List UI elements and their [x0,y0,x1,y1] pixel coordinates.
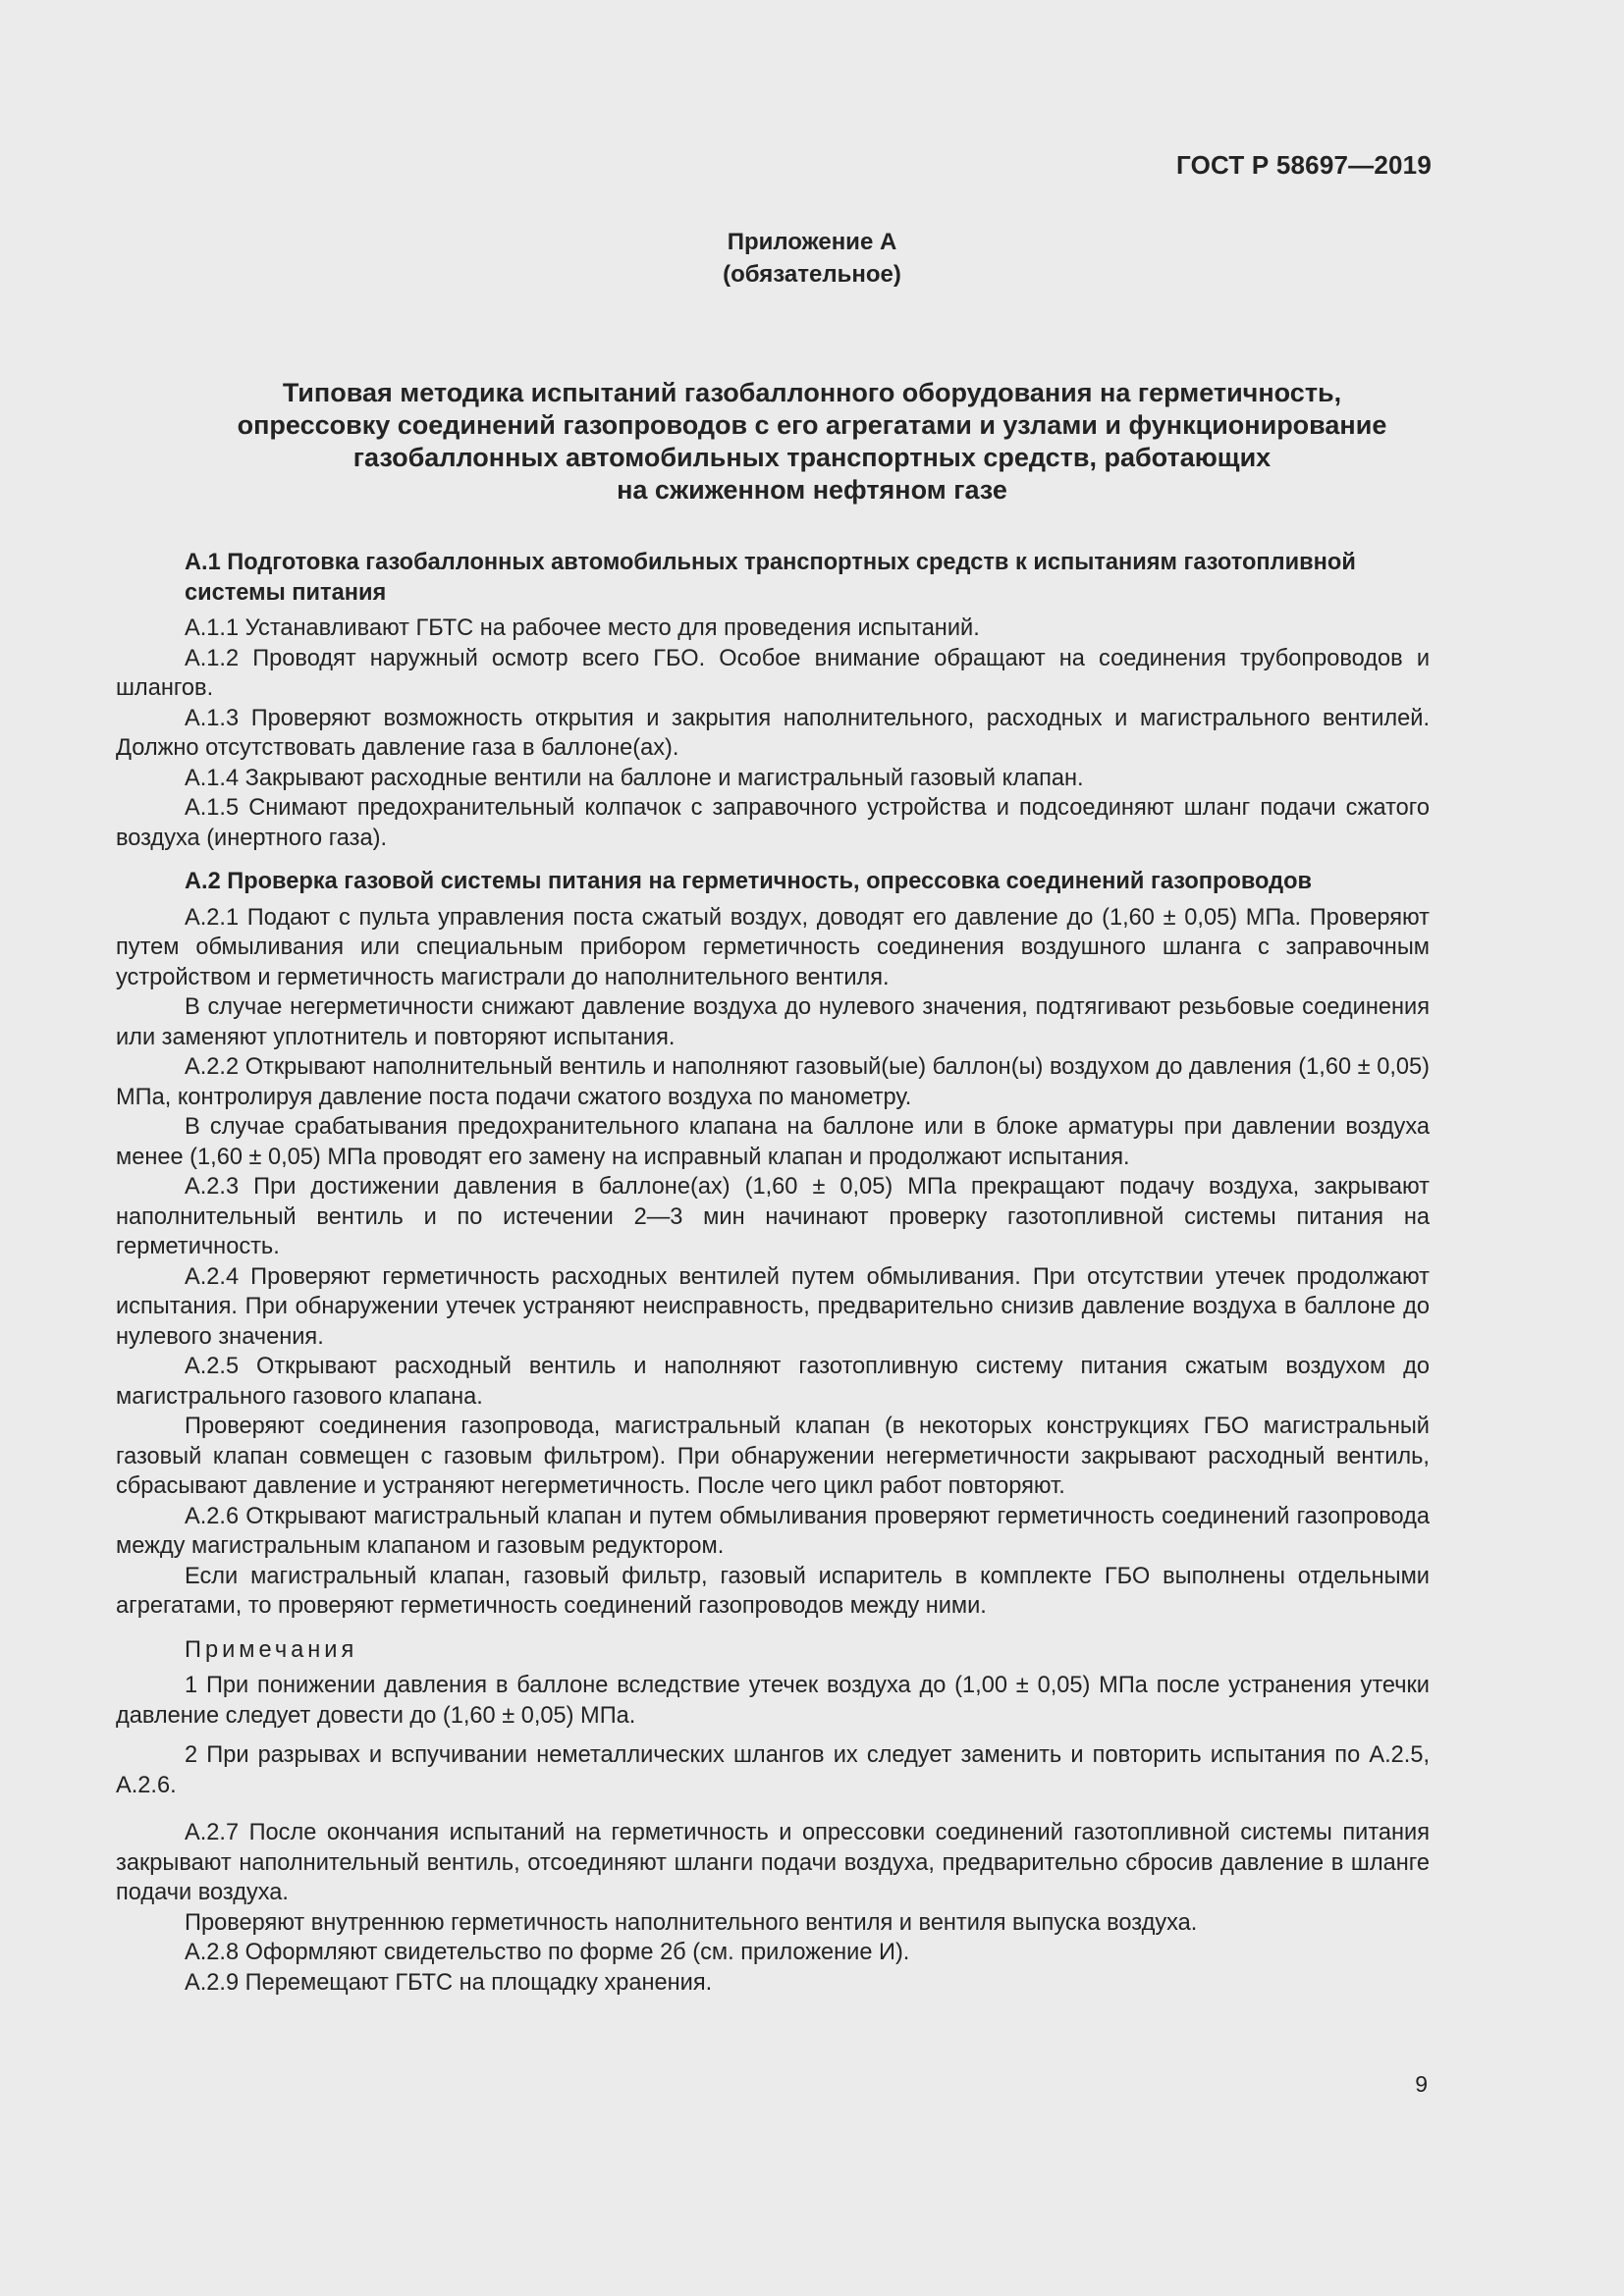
paragraph-a2-4: А.2.4 Проверяют герметичность расходных вентилей путем обмыливания. При отсутствии утечек продолжают испытания. При обнаружении утечек устраняют неисправность, предварительно снизив давление воздуха в баллоне до нулевого значения. [116,1263,1430,1350]
note-2: 2 При разрывах и вспучивании неметаллических шлангов их следует заменить и повторить испытания по А.2.5, А.2.6. [116,1742,1430,1798]
note-1: 1 При понижении давления в баллоне вследствие утечек воздуха до (1,00 ± 0,05) МПа после устранения утечки давление следует довести до (1,60 ± 0,05) МПа. [116,1673,1430,1729]
paragraph-a2-8: А.2.8 Оформляют свидетельство по форме 2б (см. приложение И). [185,1940,910,1965]
title-line: Типовая методика испытаний газобаллонного оборудования на герметичность, [282,378,1342,407]
title-line: на сжиженном нефтяном газе [617,475,1007,505]
paragraph-a2-9: А.2.9 Перемещают ГБТС на площадку хранения. [185,1969,713,1996]
paragraph-a2-7-check: Проверяют внутреннюю герметичность наполнительного вентиля и вентиля выпуска воздуха. [185,1909,1198,1936]
paragraph-a2-5: А.2.5 Открывают расходный вентиль и наполняют газотопливную систему питания сжатым воздухом до магистрального газового клапана. [116,1354,1430,1410]
document-body [116,548,1430,1998]
paragraph-a2-2-valve: В случае срабатывания предохранительного клапана на баллоне или в блоке арматуры при давлении воздуха менее (1,60 ± 0,05) МПа проводят его замену на исправный клапан и продолжают испытания. [116,1114,1430,1170]
section-heading-a2: А.2 Проверка газовой системы питания на герметичность, опрессовка соединений газопроводов [185,869,1313,894]
document-title [147,377,1477,507]
appendix-heading [0,226,1624,291]
paragraph-a1-1: А.1.1 Устанавливают ГБТС на рабочее место для проведения испытаний. [185,615,980,641]
title-line: опрессовку соединений газопроводов с его агрегатами и узлами и функционирование [237,410,1387,440]
paragraph-a1-4: А.1.4 Закрывают расходные вентили на баллоне и магистральный газовый клапан. [185,765,1084,791]
title-line: газобаллонных автомобильных транспортных средств, работающих [352,443,1272,472]
page-number: 9 [1415,2071,1428,2097]
paragraph-a2-1-leak: В случае негерметичности снижают давление воздуха до нулевого значения, подтягивают резьбовые соединения или заменяют уплотнитель и повторяют испытания. [116,994,1430,1050]
paragraph-a2-1: А.2.1 Подают с пульта управления поста сжатый воздух, доводят его давление до (1,60 ± 0,05) МПа. Проверяют путем обмыливания или специальным прибором герметичность соединения воздушного шланга с заправочным устройством и герметичность магистрали до наполнительного вентиля. [116,904,1430,990]
appendix-status: (обязательное) [723,261,901,288]
paragraph-a1-2: А.1.2 Проводят наружный осмотр всего ГБО. Особое внимание обращают на соединения трубопроводов и шлангов. [116,645,1430,701]
notes-heading: Примечания [185,1636,358,1663]
section-heading-a1: А.1 Подготовка газобаллонных автомобильных транспортных средств к испытаниям газотопливной системы питания [185,550,1356,606]
paragraph-a2-6-units: Если магистральный клапан, газовый фильтр, газовый испаритель в комплекте ГБО выполнены отдельными агрегатами, то проверяют герметичность соединений газопроводов между ними. [116,1563,1430,1619]
paragraph-a2-6: А.2.6 Открывают магистральный клапан и путем обмыливания проверяют герметичность соединений газопровода между магистральным клапаном и газовым редуктором. [116,1503,1430,1559]
paragraph-a2-5-check: Проверяют соединения газопровода, магистральный клапан (в некоторых конструкциях ГБО магистральный газовый клапан совмещен с газовым фильтром). При обнаружении негерметичности закрывают расходный вентиль, сбрасывают давление и устраняют негерметичность. После чего цикл работ повторяют. [116,1414,1430,1499]
paragraph-a2-2: А.2.2 Открывают наполнительный вентиль и наполняют газовый(ые) баллон(ы) воздухом до давления (1,60 ± 0,05) МПа, контролируя давление поста подачи сжатого воздуха по манометру. [116,1054,1430,1110]
appendix-label: Приложение А [727,229,897,255]
standard-code: ГОСТ Р 58697—2019 [1176,150,1432,180]
paragraph-a2-7: А.2.7 После окончания испытаний на герметичность и опрессовки соединений газотопливной системы питания закрывают наполнительный вентиль, отсоединяют шланги подачи воздуха, предварительно сбросив давление в шланге подачи воздуха. [116,1820,1430,1905]
paragraph-a1-5: А.1.5 Снимают предохранительный колпачок с заправочного устройства и подсоединяют шланг подачи сжатого воздуха (инертного газа). [116,795,1430,851]
paragraph-a1-3: А.1.3 Проверяют возможность открытия и закрытия наполнительного, расходных и магистрального вентилей. Должно отсутствовать давление газа в баллоне(ах). [116,705,1430,761]
paragraph-a2-3: А.2.3 При достижении давления в баллоне(ах) (1,60 ± 0,05) МПа прекращают подачу воздуха, закрывают наполнительный вентиль и по истечении 2—3 мин начинают проверку газотопливной системы питания на герметичность. [116,1174,1430,1259]
